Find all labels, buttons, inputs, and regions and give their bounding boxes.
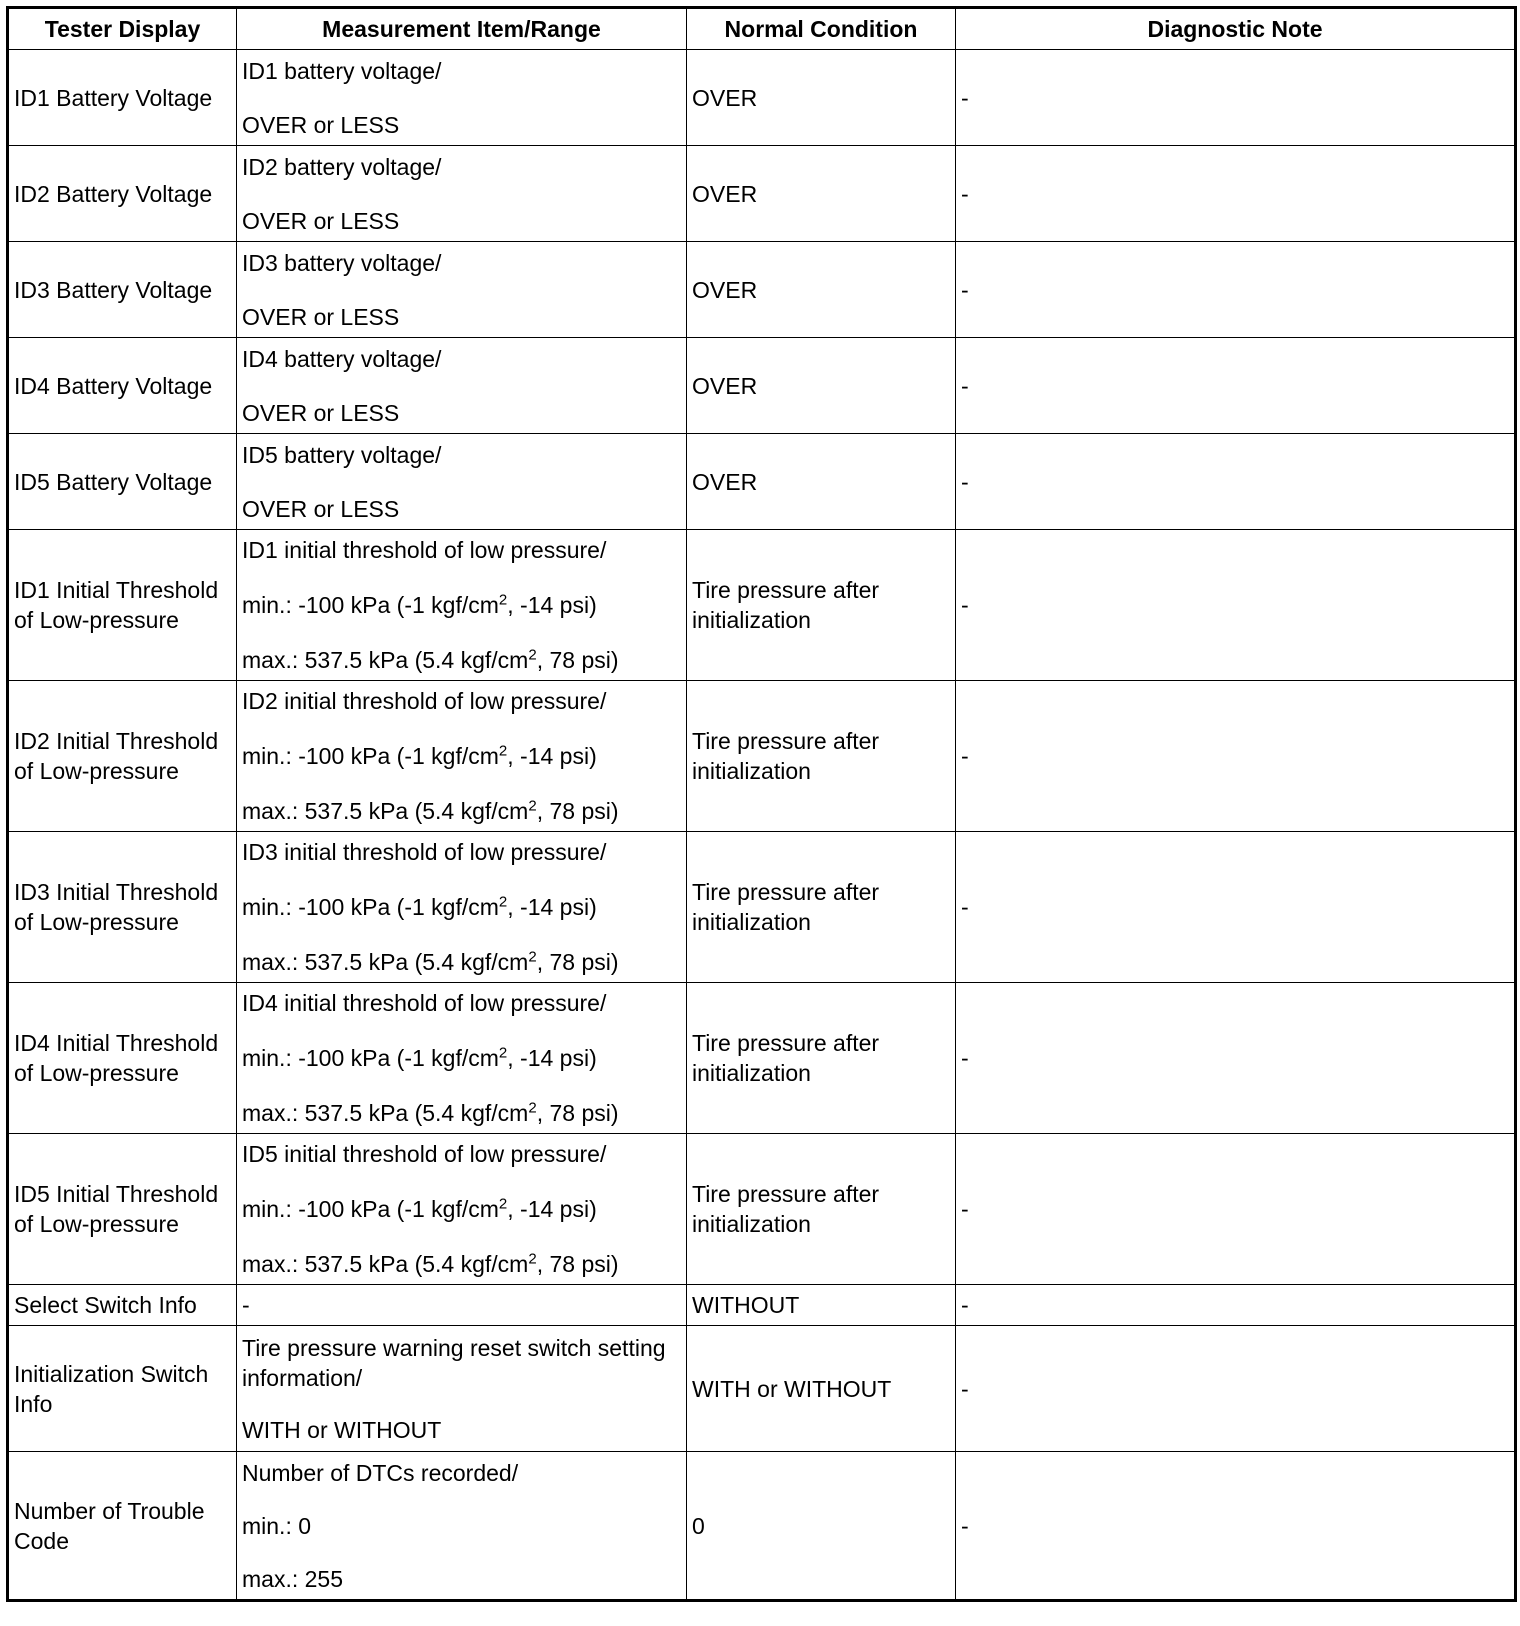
normal-condition-cell: Tire pressure after initialization: [687, 983, 956, 1134]
table-row: [8, 1285, 1516, 1326]
diagnostic-note-cell: -: [956, 338, 1516, 434]
diagnostic-note-cell: -: [956, 832, 1516, 983]
measurement-item-text: ID2 initial threshold of low pressure/: [242, 688, 607, 714]
measurement-range-text: OVER or LESS: [242, 303, 400, 330]
normal-condition-cell: 0: [687, 1452, 956, 1601]
measurement-cell: [237, 1326, 687, 1452]
measurement-max-text: max.: 537.5 kPa (5.4 kgf/$cm^2$, 78 psi): [242, 797, 619, 824]
normal-condition-cell: WITHOUT: [687, 1285, 956, 1326]
table-row: [8, 434, 1516, 530]
measurement-cell: [237, 1452, 687, 1601]
normal-condition-cell: OVER: [687, 434, 956, 530]
measurement-min-text: min.: -100 kPa (-1 kgf/$cm^2$, -14 psi): [242, 742, 597, 769]
diagnostic-note-cell: -: [956, 681, 1516, 832]
measurement-min-text: min.: 0: [242, 1512, 312, 1539]
tester-display-cell: ID1 Initial Threshold of Low-pressure: [8, 530, 237, 681]
measurement-cell: [237, 50, 687, 146]
measurement-cell: [237, 434, 687, 530]
measurement-item-text: Tire pressure warning reset switch setting information/: [242, 1334, 666, 1391]
tester-display-cell: ID1 Battery Voltage: [8, 50, 237, 146]
measurement-cell: [237, 146, 687, 242]
tester-display-cell: Select Switch Info: [8, 1285, 237, 1326]
tester-display-cell: ID3 Battery Voltage: [8, 242, 237, 338]
measurement-item-text: ID4 battery voltage/: [242, 345, 442, 372]
table-row: [8, 983, 1516, 1134]
measurement-max-text: max.: 255: [242, 1565, 343, 1592]
measurement-min-text: min.: -100 kPa (-1 kgf/$cm^2$, -14 psi): [242, 1044, 597, 1071]
measurement-item-text: ID1 initial threshold of low pressure/: [242, 537, 607, 563]
diagnostic-note-cell: -: [956, 530, 1516, 681]
measurement-range-text: WITH or WITHOUT: [242, 1416, 442, 1443]
measurement-item-text: ID4 initial threshold of low pressure/: [242, 990, 607, 1016]
measurement-range-text: OVER or LESS: [242, 495, 400, 522]
table-row: [8, 530, 1516, 681]
measurement-cell: [237, 832, 687, 983]
normal-condition-cell: Tire pressure after initialization: [687, 832, 956, 983]
data-monitor-table: [6, 6, 1517, 1602]
diagnostic-note-cell: -: [956, 1452, 1516, 1601]
table-row: [8, 832, 1516, 983]
tester-display-cell: ID2 Battery Voltage: [8, 146, 237, 242]
normal-condition-cell: Tire pressure after initialization: [687, 1134, 956, 1285]
header-normal-condition: Normal Condition: [687, 8, 956, 50]
normal-condition-cell: Tire pressure after initialization: [687, 530, 956, 681]
measurement-cell: [237, 681, 687, 832]
measurement-cell: -: [237, 1285, 687, 1326]
header-row: [8, 8, 1516, 50]
measurement-range-text: OVER or LESS: [242, 399, 400, 426]
tester-display-cell: ID4 Battery Voltage: [8, 338, 237, 434]
table-row: [8, 1134, 1516, 1285]
normal-condition-cell: Tire pressure after initialization: [687, 681, 956, 832]
header-tester-display: Tester Display: [8, 8, 237, 50]
measurement-item-text: ID3 initial threshold of low pressure/: [242, 839, 607, 865]
diagnostic-note-cell: -: [956, 434, 1516, 530]
measurement-cell: [237, 1134, 687, 1285]
measurement-cell: [237, 242, 687, 338]
measurement-item-text: ID3 battery voltage/: [242, 249, 442, 276]
diagnostic-note-cell: -: [956, 242, 1516, 338]
table-row: [8, 242, 1516, 338]
measurement-min-text: min.: -100 kPa (-1 kgf/$cm^2$, -14 psi): [242, 893, 597, 920]
header-diagnostic-note: Diagnostic Note: [956, 8, 1516, 50]
table-row: [8, 50, 1516, 146]
measurement-max-text: max.: 537.5 kPa (5.4 kgf/$cm^2$, 78 psi): [242, 948, 619, 975]
measurement-range-text: OVER or LESS: [242, 207, 400, 234]
diagnostic-note-cell: -: [956, 983, 1516, 1134]
measurement-item-text: ID5 initial threshold of low pressure/: [242, 1141, 607, 1167]
diagnostic-note-cell: -: [956, 1134, 1516, 1285]
normal-condition-cell: OVER: [687, 242, 956, 338]
measurement-max-text: max.: 537.5 kPa (5.4 kgf/$cm^2$, 78 psi): [242, 1250, 619, 1277]
normal-condition-cell: OVER: [687, 50, 956, 146]
diagnostic-note-cell: -: [956, 1326, 1516, 1452]
normal-condition-cell: OVER: [687, 146, 956, 242]
tester-display-cell: Initialization Switch Info: [8, 1326, 237, 1452]
header-measurement-item: Measurement Item/Range: [237, 8, 687, 50]
tester-display-cell: ID3 Initial Threshold of Low-pressure: [8, 832, 237, 983]
tester-display-cell: Number of Trouble Code: [8, 1452, 237, 1601]
normal-condition-cell: WITH or WITHOUT: [687, 1326, 956, 1452]
measurement-min-text: min.: -100 kPa (-1 kgf/$cm^2$, -14 psi): [242, 591, 597, 618]
tester-display-cell: ID5 Battery Voltage: [8, 434, 237, 530]
measurement-item-text: ID5 battery voltage/: [242, 441, 442, 468]
diagnostic-note-cell: -: [956, 50, 1516, 146]
tester-display-cell: ID2 Initial Threshold of Low-pressure: [8, 681, 237, 832]
table-row: [8, 338, 1516, 434]
table-row: [8, 681, 1516, 832]
measurement-cell: [237, 338, 687, 434]
measurement-item-text: ID1 battery voltage/: [242, 57, 442, 84]
tester-display-cell: ID4 Initial Threshold of Low-pressure: [8, 983, 237, 1134]
measurement-range-text: OVER or LESS: [242, 111, 400, 138]
measurement-min-text: min.: -100 kPa (-1 kgf/$cm^2$, -14 psi): [242, 1195, 597, 1222]
measurement-cell: [237, 530, 687, 681]
table-row: [8, 1452, 1516, 1601]
measurement-item-text: Number of DTCs recorded/: [242, 1459, 519, 1486]
measurement-item-text: ID2 battery voltage/: [242, 153, 442, 180]
table-row: [8, 146, 1516, 242]
table-row: [8, 1326, 1516, 1452]
measurement-cell: [237, 983, 687, 1134]
diagnostic-note-cell: -: [956, 146, 1516, 242]
normal-condition-cell: OVER: [687, 338, 956, 434]
tester-display-cell: ID5 Initial Threshold of Low-pressure: [8, 1134, 237, 1285]
measurement-max-text: max.: 537.5 kPa (5.4 kgf/$cm^2$, 78 psi): [242, 1099, 619, 1126]
diagnostic-note-cell: -: [956, 1285, 1516, 1326]
measurement-max-text: max.: 537.5 kPa (5.4 kgf/$cm^2$, 78 psi): [242, 646, 619, 673]
